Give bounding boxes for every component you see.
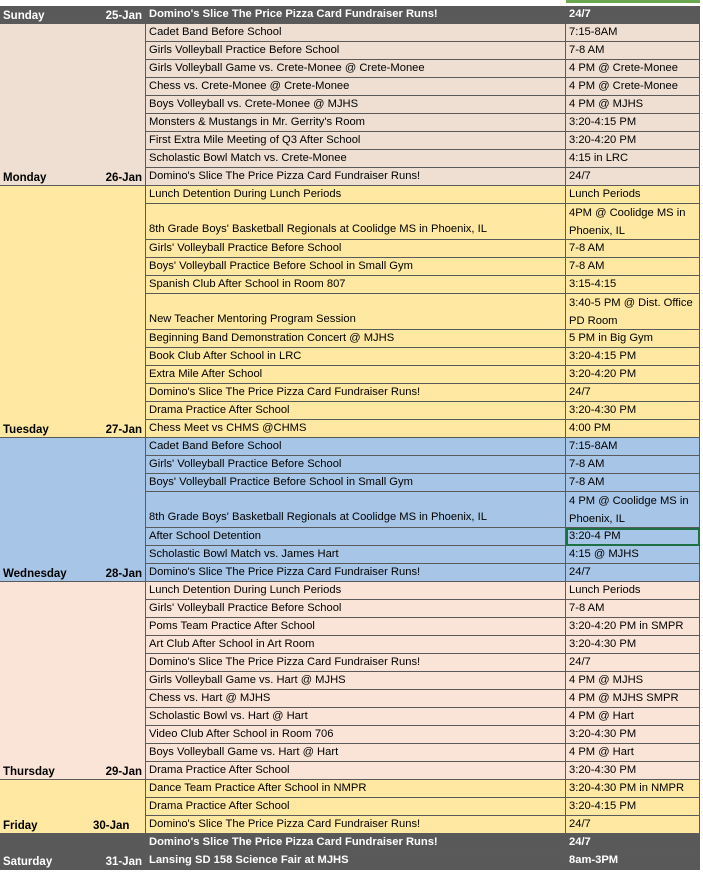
event-title-cell[interactable] bbox=[146, 708, 566, 726]
event-title-cell[interactable] bbox=[146, 276, 566, 294]
event-time-cell[interactable] bbox=[566, 690, 700, 708]
day-cell-wednesday[interactable] bbox=[0, 438, 146, 582]
event-title: Beginning Band Demonstration Concert @ MJHS bbox=[149, 332, 395, 344]
event-title-cell[interactable] bbox=[146, 204, 566, 240]
event-time-cell[interactable] bbox=[566, 780, 700, 798]
event-title-cell[interactable] bbox=[146, 366, 566, 384]
event-title: Domino's Slice The Price Pizza Card Fundraiser Runs! bbox=[149, 386, 421, 398]
event-time: 3:20-4:15 PM bbox=[569, 116, 637, 128]
event-title-cell[interactable] bbox=[146, 294, 566, 330]
event-time: 3:20-4:20 PM bbox=[569, 368, 637, 380]
event-title-cell[interactable] bbox=[146, 474, 566, 492]
event-time: 7:15-8AM bbox=[569, 440, 618, 452]
day-date: 25-Jan bbox=[105, 10, 142, 22]
event-time: 3:40-5 PM @ Dist. Office PD Room bbox=[569, 297, 693, 327]
event-title: Video Club After School in Room 706 bbox=[149, 728, 334, 740]
event-title: 8th Grade Boys' Basketball Regionals at Coolidge MS in Phoenix, IL bbox=[149, 223, 487, 235]
event-title: Domino's Slice The Price Pizza Card Fundraiser Runs! bbox=[149, 836, 438, 848]
event-title-cell[interactable] bbox=[146, 852, 566, 870]
event-time: 3:20-4:20 PM in SMPR bbox=[569, 620, 684, 632]
event-title-cell[interactable] bbox=[146, 564, 566, 582]
event-title-cell[interactable] bbox=[146, 6, 566, 24]
event-title: Girls' Volleyball Practice Before School bbox=[149, 242, 342, 254]
event-title-cell[interactable] bbox=[146, 42, 566, 60]
event-title: Chess Meet vs CHMS @CHMS bbox=[149, 422, 307, 434]
event-title: Chess vs. Hart @ MJHS bbox=[149, 692, 271, 704]
event-title: Monsters & Mustangs in Mr. Gerrity's Room bbox=[149, 116, 365, 128]
event-time-cell[interactable] bbox=[566, 564, 700, 582]
event-title: Lunch Detention During Lunch Periods bbox=[149, 584, 342, 596]
day-name: Sunday bbox=[3, 10, 45, 22]
event-time: 3:20-4 PM bbox=[569, 530, 621, 542]
event-title-cell[interactable] bbox=[146, 456, 566, 474]
event-time-cell[interactable] bbox=[566, 60, 700, 78]
event-time-cell[interactable] bbox=[566, 492, 700, 528]
event-title: Cadet Band Before School bbox=[149, 440, 282, 452]
event-time: 7-8 AM bbox=[569, 602, 605, 614]
event-time: 24/7 bbox=[569, 386, 591, 398]
event-title: Chess vs. Crete-Monee @ Crete-Monee bbox=[149, 80, 350, 92]
day-date: 28-Jan bbox=[105, 568, 142, 580]
event-title-cell[interactable] bbox=[146, 528, 566, 546]
event-title-cell[interactable] bbox=[146, 744, 566, 762]
event-title-cell[interactable] bbox=[146, 726, 566, 744]
day-date: 26-Jan bbox=[105, 172, 142, 184]
event-time-cell[interactable] bbox=[566, 438, 700, 456]
event-time: 4PM @ Coolidge MS in Phoenix, IL bbox=[569, 207, 686, 237]
event-title: Boys' Volleyball Practice Before School in Small Gym bbox=[149, 260, 413, 272]
event-time: 4:15 in LRC bbox=[569, 152, 629, 164]
event-title-cell[interactable] bbox=[146, 168, 566, 186]
event-time-cell[interactable] bbox=[566, 366, 700, 384]
event-title: Scholastic Bowl vs. Hart @ Hart bbox=[149, 710, 308, 722]
event-title-cell[interactable] bbox=[146, 60, 566, 78]
event-title: New Teacher Mentoring Program Session bbox=[149, 313, 356, 325]
event-time: 4 PM @ Crete-Monee bbox=[569, 62, 678, 74]
day-date: 29-Jan bbox=[105, 766, 142, 778]
event-time-cell[interactable] bbox=[566, 330, 700, 348]
event-title-cell[interactable] bbox=[146, 636, 566, 654]
event-time-cell[interactable] bbox=[566, 762, 700, 780]
event-title-cell[interactable] bbox=[146, 600, 566, 618]
event-time-cell[interactable] bbox=[566, 186, 700, 204]
event-time: 24/7 bbox=[569, 836, 591, 848]
day-date: 27-Jan bbox=[105, 424, 142, 436]
event-time-cell[interactable] bbox=[566, 348, 700, 366]
day-name: Monday bbox=[3, 172, 47, 184]
event-time-cell[interactable] bbox=[566, 474, 700, 492]
event-title-cell[interactable] bbox=[146, 96, 566, 114]
event-time-cell[interactable] bbox=[566, 240, 700, 258]
event-title-cell[interactable] bbox=[146, 690, 566, 708]
event-title-cell[interactable] bbox=[146, 186, 566, 204]
event-time: 8am-3PM bbox=[569, 854, 619, 866]
event-title-cell[interactable] bbox=[146, 240, 566, 258]
event-title: 8th Grade Boys' Basketball Regionals at Coolidge MS in Phoenix, IL bbox=[149, 511, 487, 523]
event-time: 3:20-4:30 PM bbox=[569, 638, 637, 650]
event-title-cell[interactable] bbox=[146, 24, 566, 42]
event-title-cell[interactable] bbox=[146, 78, 566, 96]
event-time: Lunch Periods bbox=[569, 584, 641, 596]
event-title: Drama Practice After School bbox=[149, 404, 290, 416]
event-title-cell[interactable] bbox=[146, 654, 566, 672]
day-cell-saturday[interactable] bbox=[0, 834, 146, 870]
event-time-cell[interactable] bbox=[566, 618, 700, 636]
event-title-cell[interactable] bbox=[146, 546, 566, 564]
event-time: 4 PM @ MJHS bbox=[569, 674, 644, 686]
event-title-cell[interactable] bbox=[146, 798, 566, 816]
day-cell-monday[interactable] bbox=[0, 24, 146, 186]
event-time-cell[interactable] bbox=[566, 654, 700, 672]
event-time: 7:15-8AM bbox=[569, 26, 618, 38]
event-title: After School Detention bbox=[149, 530, 261, 542]
event-time: 4 PM @ MJHS SMPR bbox=[569, 692, 679, 704]
event-time: 3:20-4:15 PM bbox=[569, 350, 637, 362]
day-date: 30-Jan bbox=[93, 820, 130, 832]
day-cell-tuesday[interactable] bbox=[0, 186, 146, 438]
event-title: Boys Volleyball Game vs. Hart @ Hart bbox=[149, 746, 339, 758]
event-time: 7-8 AM bbox=[569, 458, 605, 470]
day-name: Wednesday bbox=[3, 568, 67, 580]
event-title-cell[interactable] bbox=[146, 762, 566, 780]
day-cell-sunday[interactable] bbox=[0, 6, 146, 24]
event-title-cell[interactable] bbox=[146, 780, 566, 798]
event-title-cell[interactable] bbox=[146, 132, 566, 150]
event-title: Boys' Volleyball Practice Before School in Small Gym bbox=[149, 476, 413, 488]
event-title: Scholastic Bowl Match vs. Crete-Monee bbox=[149, 152, 347, 164]
day-date: 31-Jan bbox=[105, 856, 142, 868]
event-time: 4:00 PM bbox=[569, 422, 611, 434]
event-time-cell[interactable] bbox=[566, 420, 700, 438]
day-name: Friday bbox=[3, 820, 38, 832]
event-title-cell[interactable] bbox=[146, 582, 566, 600]
event-title-cell[interactable] bbox=[146, 150, 566, 168]
event-title: Girls Volleyball Practice Before School bbox=[149, 44, 340, 56]
event-title: Girls Volleyball Game vs. Crete-Monee @ Crete-Monee bbox=[149, 62, 425, 74]
event-time: 7-8 AM bbox=[569, 242, 605, 254]
event-title: Domino's Slice The Price Pizza Card Fundraiser Runs! bbox=[149, 818, 421, 830]
event-time-cell[interactable] bbox=[566, 456, 700, 474]
event-time-cell[interactable] bbox=[566, 132, 700, 150]
event-title: Domino's Slice The Price Pizza Card Fundraiser Runs! bbox=[149, 170, 421, 182]
event-time-cell[interactable] bbox=[566, 636, 700, 654]
event-time-cell[interactable] bbox=[566, 708, 700, 726]
event-title: Domino's Slice The Price Pizza Card Fundraiser Runs! bbox=[149, 566, 421, 578]
event-time: 7-8 AM bbox=[569, 44, 605, 56]
event-time-cell[interactable] bbox=[566, 204, 700, 240]
event-time: 4 PM @ Hart bbox=[569, 710, 634, 722]
event-time-cell[interactable] bbox=[566, 600, 700, 618]
event-time-cell[interactable] bbox=[566, 168, 700, 186]
event-time: 3:20-4:30 PM bbox=[569, 404, 637, 416]
event-time: 3:20-4:15 PM bbox=[569, 800, 637, 812]
event-title: Domino's Slice The Price Pizza Card Fundraiser Runs! bbox=[149, 656, 421, 668]
event-title-cell[interactable] bbox=[146, 384, 566, 402]
event-title: Spanish Club After School in Room 807 bbox=[149, 278, 346, 290]
event-time: 4 PM @ MJHS bbox=[569, 98, 644, 110]
event-time-cell[interactable] bbox=[566, 726, 700, 744]
event-title: Girls' Volleyball Practice Before School bbox=[149, 458, 342, 470]
event-title: Scholastic Bowl Match vs. James Hart bbox=[149, 548, 339, 560]
event-time-cell[interactable] bbox=[566, 546, 700, 564]
day-name: Saturday bbox=[3, 856, 53, 868]
event-time: 7-8 AM bbox=[569, 476, 605, 488]
event-time-cell[interactable] bbox=[566, 402, 700, 420]
event-time-cell[interactable] bbox=[566, 744, 700, 762]
event-title: Art Club After School in Art Room bbox=[149, 638, 315, 650]
event-time-cell[interactable] bbox=[566, 6, 700, 24]
event-time: 4 PM @ Hart bbox=[569, 746, 634, 758]
event-title-cell[interactable] bbox=[146, 348, 566, 366]
event-title-cell[interactable] bbox=[146, 834, 566, 852]
event-title: Poms Team Practice After School bbox=[149, 620, 315, 632]
event-time-cell[interactable] bbox=[566, 150, 700, 168]
event-title-cell[interactable] bbox=[146, 816, 566, 834]
event-time-cell[interactable] bbox=[566, 294, 700, 330]
event-time-cell[interactable] bbox=[566, 672, 700, 690]
event-time: 3:20-4:30 PM bbox=[569, 764, 637, 776]
event-time: 24/7 bbox=[569, 8, 591, 20]
header-accent bbox=[566, 0, 700, 3]
event-title: First Extra Mile Meeting of Q3 After School bbox=[149, 134, 361, 146]
event-title: Domino's Slice The Price Pizza Card Fundraiser Runs! bbox=[149, 8, 438, 20]
event-time-cell[interactable] bbox=[566, 816, 700, 834]
event-title-cell[interactable] bbox=[146, 420, 566, 438]
event-time: 24/7 bbox=[569, 566, 591, 578]
event-title: Cadet Band Before School bbox=[149, 26, 282, 38]
event-title-cell[interactable] bbox=[146, 438, 566, 456]
event-time: 3:20-4:30 PM in NMPR bbox=[569, 782, 685, 794]
event-title: Extra Mile After School bbox=[149, 368, 263, 380]
event-time-cell[interactable] bbox=[566, 78, 700, 96]
event-time: Lunch Periods bbox=[569, 188, 641, 200]
event-time-cell[interactable] bbox=[566, 528, 700, 546]
event-time: 7-8 AM bbox=[569, 260, 605, 272]
event-title-cell[interactable] bbox=[146, 672, 566, 690]
event-title: Dance Team Practice After School in NMPR bbox=[149, 782, 367, 794]
event-time: 4 PM @ Crete-Monee bbox=[569, 80, 678, 92]
event-time: 24/7 bbox=[569, 656, 591, 668]
event-title-cell[interactable] bbox=[146, 402, 566, 420]
event-title: Lansing SD 158 Science Fair at MJHS bbox=[149, 854, 349, 866]
event-time-cell[interactable] bbox=[566, 834, 700, 852]
event-time-cell[interactable] bbox=[566, 114, 700, 132]
event-title: Book Club After School in LRC bbox=[149, 350, 302, 362]
event-time-cell[interactable] bbox=[566, 24, 700, 42]
event-title-cell[interactable] bbox=[146, 618, 566, 636]
event-time: 3:20-4:20 PM bbox=[569, 134, 637, 146]
event-time: 4:15 @ MJHS bbox=[569, 548, 639, 560]
event-title: Drama Practice After School bbox=[149, 800, 290, 812]
event-time-cell[interactable] bbox=[566, 798, 700, 816]
event-title-cell[interactable] bbox=[146, 258, 566, 276]
event-title: Lunch Detention During Lunch Periods bbox=[149, 188, 342, 200]
event-time-cell[interactable] bbox=[566, 852, 700, 870]
event-title-cell[interactable] bbox=[146, 330, 566, 348]
event-time: 3:20-4:30 PM bbox=[569, 728, 637, 740]
day-name: Tuesday bbox=[3, 424, 49, 436]
event-time: 4 PM @ Coolidge MS in Phoenix, IL bbox=[569, 495, 689, 525]
event-title-cell[interactable] bbox=[146, 114, 566, 132]
event-time-cell[interactable] bbox=[566, 582, 700, 600]
event-title: Drama Practice After School bbox=[149, 764, 290, 776]
event-time-cell[interactable] bbox=[566, 258, 700, 276]
event-time-cell[interactable] bbox=[566, 384, 700, 402]
event-time-cell[interactable] bbox=[566, 276, 700, 294]
event-title: Boys Volleyball vs. Crete-Monee @ MJHS bbox=[149, 98, 359, 110]
event-time: 5 PM in Big Gym bbox=[569, 332, 653, 344]
event-time: 3:15-4:15 bbox=[569, 278, 617, 290]
event-title-cell[interactable] bbox=[146, 492, 566, 528]
event-time-cell[interactable] bbox=[566, 96, 700, 114]
event-time: 24/7 bbox=[569, 170, 591, 182]
day-name: Thursday bbox=[3, 766, 55, 778]
event-title: Girls' Volleyball Practice Before School bbox=[149, 602, 342, 614]
event-time: 24/7 bbox=[569, 818, 591, 830]
event-time-cell[interactable] bbox=[566, 42, 700, 60]
day-cell-friday[interactable] bbox=[0, 780, 146, 834]
day-cell-thursday[interactable] bbox=[0, 582, 146, 780]
event-title: Girls Volleyball Game vs. Hart @ MJHS bbox=[149, 674, 346, 686]
